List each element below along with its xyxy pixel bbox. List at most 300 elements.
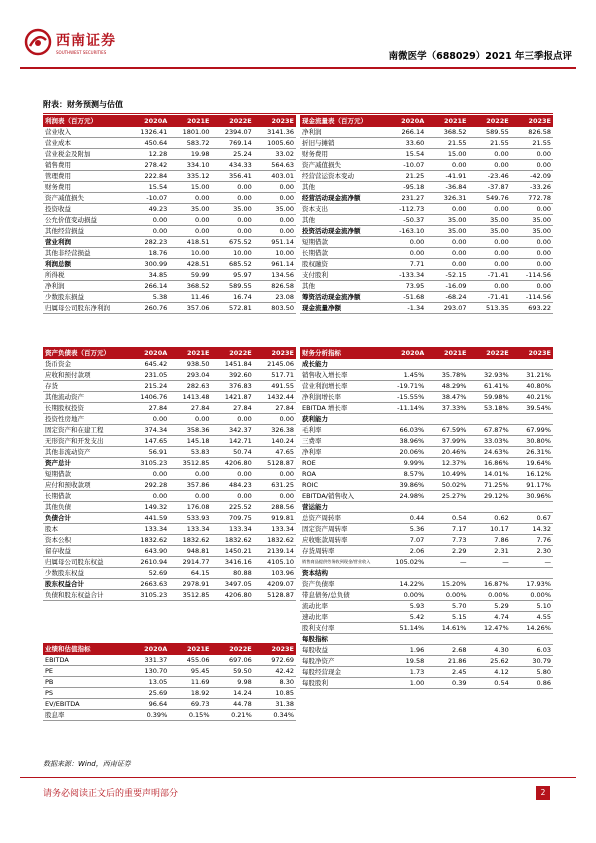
cell-value: 5.70 bbox=[426, 601, 468, 612]
cell-value: 517.71 bbox=[254, 370, 296, 381]
cell-value: 0.00 bbox=[426, 160, 468, 171]
cell-value: 0.00 bbox=[212, 414, 254, 425]
cell-value: 0.00 bbox=[254, 414, 296, 425]
cell-value: -37.87 bbox=[469, 182, 511, 193]
cell-value: 19.58 bbox=[384, 656, 426, 667]
table-row bbox=[300, 281, 553, 292]
column-header: 2021E bbox=[426, 347, 468, 359]
cell-value: 25.62 bbox=[469, 656, 511, 667]
cell-value bbox=[426, 359, 468, 370]
cell-value: 0.00 bbox=[127, 414, 169, 425]
cell-value: 4209.07 bbox=[254, 579, 296, 590]
cell-value: 331.37 bbox=[127, 655, 169, 666]
table-row bbox=[43, 436, 296, 447]
cell-value: 266.14 bbox=[127, 281, 169, 292]
row-label: 净利率 bbox=[300, 447, 384, 458]
cell-value: 3512.85 bbox=[169, 590, 211, 601]
row-label: 投资性房地产 bbox=[43, 414, 127, 425]
cell-value: -1.34 bbox=[384, 303, 426, 314]
column-header: 2023E bbox=[254, 115, 296, 127]
cell-value: 215.24 bbox=[127, 381, 169, 392]
cell-value: 33.03% bbox=[469, 436, 511, 447]
cell-value: 342.37 bbox=[212, 425, 254, 436]
column-header: 2022E bbox=[469, 347, 511, 359]
table-row bbox=[43, 546, 296, 557]
row-label: 应收账款周转率 bbox=[300, 535, 384, 546]
cell-value: 50.02% bbox=[426, 480, 468, 491]
row-label: 其他流动资产 bbox=[43, 392, 127, 403]
logo-subtitle: SOUTHWEST SECURITIES bbox=[56, 50, 107, 55]
column-header: 2022E bbox=[212, 115, 254, 127]
cell-value: 0.00 bbox=[511, 237, 553, 248]
cell-value: 149.32 bbox=[127, 502, 169, 513]
cell-value: 225.52 bbox=[212, 502, 254, 513]
table-row bbox=[300, 513, 553, 524]
row-label: 公允价值变动损益 bbox=[43, 215, 127, 226]
cell-value: 513.35 bbox=[469, 303, 511, 314]
cell-value: 133.34 bbox=[254, 524, 296, 535]
cell-value: 48.29% bbox=[426, 381, 468, 392]
table-row bbox=[43, 259, 296, 270]
cell-value: 13.05 bbox=[127, 677, 169, 688]
cell-value: 961.14 bbox=[254, 259, 296, 270]
cell-value: 5.15 bbox=[426, 612, 468, 623]
page-number: 2 bbox=[536, 786, 550, 800]
financial-ratios-table bbox=[300, 347, 553, 689]
cell-value: 0.54 bbox=[469, 678, 511, 689]
cell-value: 67.59% bbox=[426, 425, 468, 436]
cell-value: 0.00 bbox=[469, 248, 511, 259]
cell-value: 2.06 bbox=[384, 546, 426, 557]
table-row bbox=[300, 193, 553, 204]
cell-value: 0.00 bbox=[127, 215, 169, 226]
row-label: 股息率 bbox=[43, 710, 127, 721]
cell-value: 16.74 bbox=[212, 292, 254, 303]
table-row bbox=[300, 414, 553, 425]
cell-value: 73.95 bbox=[384, 281, 426, 292]
table-row bbox=[43, 226, 296, 237]
row-label: 少数股东损益 bbox=[43, 292, 127, 303]
cell-value: 25.27% bbox=[426, 491, 468, 502]
cell-value: 368.52 bbox=[169, 281, 211, 292]
cell-value: 40.21% bbox=[511, 392, 553, 403]
cell-value: 0.00 bbox=[169, 414, 211, 425]
cell-value: 33.02 bbox=[254, 149, 296, 160]
cell-value: 2914.77 bbox=[169, 557, 211, 568]
row-label: 支付股利 bbox=[300, 270, 384, 281]
cell-value: 0.00% bbox=[469, 590, 511, 601]
cell-value: 0.00 bbox=[426, 237, 468, 248]
row-label: 资产总计 bbox=[43, 458, 127, 469]
cell-value: 803.50 bbox=[254, 303, 296, 314]
table-row bbox=[300, 138, 553, 149]
cell-value: 0.00 bbox=[169, 215, 211, 226]
cell-value: 0.00 bbox=[127, 469, 169, 480]
cell-value: 133.34 bbox=[212, 524, 254, 535]
cell-value: 80.88 bbox=[212, 568, 254, 579]
cell-value: 49.23 bbox=[127, 204, 169, 215]
cell-value: 64.15 bbox=[169, 568, 211, 579]
cell-value: 418.51 bbox=[169, 237, 211, 248]
cell-value: — bbox=[469, 557, 511, 568]
cell-value: 0.00 bbox=[254, 193, 296, 204]
cell-value: 2.31 bbox=[469, 546, 511, 557]
cell-value: 826.58 bbox=[511, 127, 553, 138]
table-title: 业绩和估值指标 bbox=[43, 643, 127, 655]
logo-name: 西南证券 bbox=[56, 33, 116, 49]
cell-value: 0.15% bbox=[169, 710, 211, 721]
cell-value: 5.29 bbox=[469, 601, 511, 612]
table-row bbox=[300, 436, 553, 447]
table-row bbox=[300, 204, 553, 215]
table-row bbox=[43, 149, 296, 160]
income-table-grid bbox=[43, 115, 296, 314]
cell-value: 33.60 bbox=[384, 138, 426, 149]
cell-value: 37.33% bbox=[426, 403, 468, 414]
cell-value: 0.00 bbox=[254, 491, 296, 502]
cell-value: 5128.87 bbox=[254, 590, 296, 601]
row-label: 每股股利 bbox=[300, 678, 384, 689]
cell-value: 10.49% bbox=[426, 469, 468, 480]
cell-value: 4206.80 bbox=[212, 590, 254, 601]
cell-value bbox=[426, 568, 468, 579]
cell-value: 5.93 bbox=[384, 601, 426, 612]
cell-value: 589.55 bbox=[212, 281, 254, 292]
cell-value: 564.63 bbox=[254, 160, 296, 171]
table-row bbox=[43, 292, 296, 303]
table-header-row bbox=[43, 347, 296, 359]
row-label: 折旧与摊销 bbox=[300, 138, 384, 149]
cell-value: 266.14 bbox=[384, 127, 426, 138]
cell-value: 441.59 bbox=[127, 513, 169, 524]
cell-value: 7.73 bbox=[426, 535, 468, 546]
cell-value: 10.00 bbox=[254, 248, 296, 259]
row-label: 营业利润 bbox=[43, 237, 127, 248]
cell-value: 0.34% bbox=[254, 710, 296, 721]
row-label: 资本结构 bbox=[300, 568, 384, 579]
table-row bbox=[300, 425, 553, 436]
column-header: 2020A bbox=[127, 115, 169, 127]
cell-value: 0.62 bbox=[469, 513, 511, 524]
cell-value: 2978.91 bbox=[169, 579, 211, 590]
table-row bbox=[300, 270, 553, 281]
row-label: 净利润 bbox=[43, 281, 127, 292]
cell-value: -15.55% bbox=[384, 392, 426, 403]
table-row bbox=[43, 215, 296, 226]
cell-value: 0.00% bbox=[426, 590, 468, 601]
table-header-row bbox=[43, 115, 296, 127]
cell-value bbox=[511, 634, 553, 645]
cell-value: 0.39 bbox=[426, 678, 468, 689]
row-label: 财务费用 bbox=[300, 149, 384, 160]
cell-value: 3497.05 bbox=[212, 579, 254, 590]
balance-table-grid bbox=[43, 347, 296, 601]
cell-value: 95.45 bbox=[169, 666, 211, 677]
cell-value: 326.38 bbox=[254, 425, 296, 436]
cell-value: 278.42 bbox=[127, 160, 169, 171]
cell-value: 3416.16 bbox=[212, 557, 254, 568]
column-header: 2020A bbox=[127, 643, 169, 655]
cell-value: 37.99% bbox=[426, 436, 468, 447]
table-row bbox=[43, 480, 296, 491]
cell-value: 15.00 bbox=[169, 182, 211, 193]
cell-value: -19.71% bbox=[384, 381, 426, 392]
row-label: 净利润 bbox=[300, 127, 384, 138]
table-row bbox=[43, 248, 296, 259]
table-row bbox=[300, 612, 553, 623]
ratios-table-grid bbox=[300, 347, 553, 689]
cell-value: 26.31% bbox=[511, 447, 553, 458]
row-label: 流动比率 bbox=[300, 601, 384, 612]
column-header: 2023E bbox=[254, 347, 296, 359]
cell-value: 69.73 bbox=[169, 699, 211, 710]
cell-value: 61.41% bbox=[469, 381, 511, 392]
table-row bbox=[300, 182, 553, 193]
row-label: 三费率 bbox=[300, 436, 384, 447]
row-label: 股利支付率 bbox=[300, 623, 384, 634]
cell-value: 59.98% bbox=[469, 392, 511, 403]
cell-value: 334.10 bbox=[169, 160, 211, 171]
cell-value: 12.37% bbox=[426, 458, 468, 469]
cell-value: 105.02% bbox=[384, 557, 426, 568]
cell-value: 30.80% bbox=[511, 436, 553, 447]
cell-value: 39.54% bbox=[511, 403, 553, 414]
table-row bbox=[300, 568, 553, 579]
row-label: PE bbox=[43, 666, 127, 677]
cell-value: 3105.23 bbox=[127, 590, 169, 601]
cell-value: 1421.87 bbox=[212, 392, 254, 403]
cell-value: 5.38 bbox=[127, 292, 169, 303]
row-label: 成长能力 bbox=[300, 359, 384, 370]
cell-value: 293.07 bbox=[426, 303, 468, 314]
table-row bbox=[300, 160, 553, 171]
report-title: 南微医学（688029）2021 年三季报点评 bbox=[388, 51, 572, 62]
valuation-table bbox=[43, 643, 296, 721]
row-label: 利润总额 bbox=[43, 259, 127, 270]
table-row bbox=[43, 469, 296, 480]
cell-value: 35.00 bbox=[212, 204, 254, 215]
cell-value: 1.73 bbox=[384, 667, 426, 678]
row-label: 存货 bbox=[43, 381, 127, 392]
table-title: 财务分析指标 bbox=[300, 347, 384, 359]
cell-value: 21.55 bbox=[426, 138, 468, 149]
cell-value: 0.00% bbox=[384, 590, 426, 601]
cell-value: 357.06 bbox=[169, 303, 211, 314]
table-row bbox=[43, 491, 296, 502]
table-row bbox=[43, 237, 296, 248]
cell-value: 4.12 bbox=[469, 667, 511, 678]
table-row bbox=[43, 579, 296, 590]
cell-value: 5.10 bbox=[511, 601, 553, 612]
company-logo bbox=[20, 26, 160, 64]
cell-value: -33.26 bbox=[511, 182, 553, 193]
cell-value: 0.00 bbox=[469, 204, 511, 215]
row-label: 其他 bbox=[300, 182, 384, 193]
cell-value: 147.65 bbox=[127, 436, 169, 447]
cell-value: 10.85 bbox=[254, 688, 296, 699]
cell-value: -11.14% bbox=[384, 403, 426, 414]
cell-value: 34.85 bbox=[127, 270, 169, 281]
cell-value: 533.93 bbox=[169, 513, 211, 524]
table-row bbox=[43, 281, 296, 292]
cell-value: 40.80% bbox=[511, 381, 553, 392]
cell-value: 19.64% bbox=[511, 458, 553, 469]
cell-value: 0.00 bbox=[212, 226, 254, 237]
cell-value: 0.00 bbox=[511, 248, 553, 259]
cell-value: 10.00 bbox=[169, 248, 211, 259]
row-label: 每股指标 bbox=[300, 634, 384, 645]
cell-value: — bbox=[426, 557, 468, 568]
cell-value: 14.01% bbox=[469, 469, 511, 480]
row-label: 所得税 bbox=[43, 270, 127, 281]
table-row bbox=[43, 590, 296, 601]
cell-value: 35.00 bbox=[511, 226, 553, 237]
cell-value: 35.00 bbox=[426, 226, 468, 237]
cell-value: 11.69 bbox=[169, 677, 211, 688]
cell-value: -52.15 bbox=[426, 270, 468, 281]
cell-value: 292.28 bbox=[127, 480, 169, 491]
cell-value: 222.84 bbox=[127, 171, 169, 182]
valuation-table-grid bbox=[43, 643, 296, 721]
row-label: 货币资金 bbox=[43, 359, 127, 370]
cell-value: 282.63 bbox=[169, 381, 211, 392]
cell-value: 15.54 bbox=[127, 182, 169, 193]
table-row bbox=[43, 171, 296, 182]
table-row bbox=[300, 303, 553, 314]
table-row bbox=[300, 359, 553, 370]
table-row bbox=[300, 458, 553, 469]
row-label: 销售收入增长率 bbox=[300, 370, 384, 381]
cell-value: -114.56 bbox=[511, 292, 553, 303]
table-row bbox=[300, 590, 553, 601]
cell-value: 0.00% bbox=[511, 590, 553, 601]
cell-value: 18.76 bbox=[127, 248, 169, 259]
row-label: PB bbox=[43, 677, 127, 688]
table-header-row bbox=[300, 347, 553, 359]
row-label: 财务费用 bbox=[43, 182, 127, 193]
column-header: 2022E bbox=[212, 643, 254, 655]
row-label: 总资产周转率 bbox=[300, 513, 384, 524]
cell-value: 10.17 bbox=[469, 524, 511, 535]
cell-value: 392.60 bbox=[212, 370, 254, 381]
table-row bbox=[300, 502, 553, 513]
row-label: 归属母公司股东权益 bbox=[43, 557, 127, 568]
cell-value: 5.42 bbox=[384, 612, 426, 623]
row-label: 负债合计 bbox=[43, 513, 127, 524]
cell-value: 0.44 bbox=[384, 513, 426, 524]
table-row bbox=[43, 370, 296, 381]
income-statement-table bbox=[43, 115, 296, 314]
cell-value: 30.96% bbox=[511, 491, 553, 502]
cell-value: 0.00 bbox=[426, 248, 468, 259]
cell-value: 2610.94 bbox=[127, 557, 169, 568]
cell-value: 7.76 bbox=[511, 535, 553, 546]
table-row bbox=[43, 425, 296, 436]
cell-value bbox=[511, 568, 553, 579]
cell-value: 335.12 bbox=[169, 171, 211, 182]
row-label: 固定资产周转率 bbox=[300, 524, 384, 535]
cell-value: 5.80 bbox=[511, 667, 553, 678]
cell-value: 39.86% bbox=[384, 480, 426, 491]
cell-value bbox=[426, 414, 468, 425]
cell-value: 0.00 bbox=[511, 281, 553, 292]
cell-value: 145.18 bbox=[169, 436, 211, 447]
row-label: 固定资产和在建工程 bbox=[43, 425, 127, 436]
table-row bbox=[300, 403, 553, 414]
column-header: 2020A bbox=[127, 347, 169, 359]
cell-value: -10.07 bbox=[384, 160, 426, 171]
cell-value: 1406.76 bbox=[127, 392, 169, 403]
cell-value: 951.14 bbox=[254, 237, 296, 248]
cell-value: — bbox=[511, 557, 553, 568]
cell-value: 403.01 bbox=[254, 171, 296, 182]
table-title: 利润表（百万元） bbox=[43, 115, 127, 127]
cell-value: 1450.21 bbox=[212, 546, 254, 557]
table-row bbox=[43, 381, 296, 392]
table-row bbox=[300, 248, 553, 259]
table-row bbox=[43, 699, 296, 710]
cell-value: 450.64 bbox=[127, 138, 169, 149]
row-label: 股东权益合计 bbox=[43, 579, 127, 590]
cell-value: 4.30 bbox=[469, 645, 511, 656]
cell-value: 0.00 bbox=[254, 215, 296, 226]
cell-value: 631.25 bbox=[254, 480, 296, 491]
cell-value: 491.55 bbox=[254, 381, 296, 392]
column-header: 2022E bbox=[212, 347, 254, 359]
cell-value: 38.47% bbox=[426, 392, 468, 403]
table-row bbox=[43, 568, 296, 579]
cashflow-statement-table bbox=[300, 115, 553, 314]
cell-value: 50.74 bbox=[212, 447, 254, 458]
row-label: 负债和股东权益合计 bbox=[43, 590, 127, 601]
cell-value: 0.00 bbox=[169, 491, 211, 502]
table-row bbox=[43, 458, 296, 469]
cell-value: 356.41 bbox=[212, 171, 254, 182]
cell-value: 42.42 bbox=[254, 666, 296, 677]
cell-value: 24.98% bbox=[384, 491, 426, 502]
cell-value bbox=[511, 359, 553, 370]
cell-value: 47.65 bbox=[254, 447, 296, 458]
cell-value: 0.54 bbox=[426, 513, 468, 524]
cell-value bbox=[384, 359, 426, 370]
row-label: 其他非经营损益 bbox=[43, 248, 127, 259]
row-label: EBITDA/销售收入 bbox=[300, 491, 384, 502]
cell-value: 8.30 bbox=[254, 677, 296, 688]
column-header: 2021E bbox=[169, 115, 211, 127]
table-row bbox=[300, 447, 553, 458]
cell-value: 53.18% bbox=[469, 403, 511, 414]
cell-value: 0.86 bbox=[511, 678, 553, 689]
row-label: 其他 bbox=[300, 281, 384, 292]
cell-value: 21.55 bbox=[511, 138, 553, 149]
cell-value: 0.00 bbox=[127, 491, 169, 502]
cell-value: 53.83 bbox=[169, 447, 211, 458]
table-row bbox=[43, 502, 296, 513]
cell-value: 14.24 bbox=[212, 688, 254, 699]
row-label: EBITDA 增长率 bbox=[300, 403, 384, 414]
footer-divider bbox=[20, 777, 576, 778]
cell-value: 20.06% bbox=[384, 447, 426, 458]
table-row bbox=[300, 171, 553, 182]
row-label: 应收和预付款项 bbox=[43, 370, 127, 381]
cell-value: 0.00 bbox=[169, 193, 211, 204]
row-label: EV/EBITDA bbox=[43, 699, 127, 710]
cell-value: 1.00 bbox=[384, 678, 426, 689]
cell-value: -50.37 bbox=[384, 215, 426, 226]
cell-value: 16.86% bbox=[469, 458, 511, 469]
cell-value: -133.34 bbox=[384, 270, 426, 281]
cell-value: 231.05 bbox=[127, 370, 169, 381]
